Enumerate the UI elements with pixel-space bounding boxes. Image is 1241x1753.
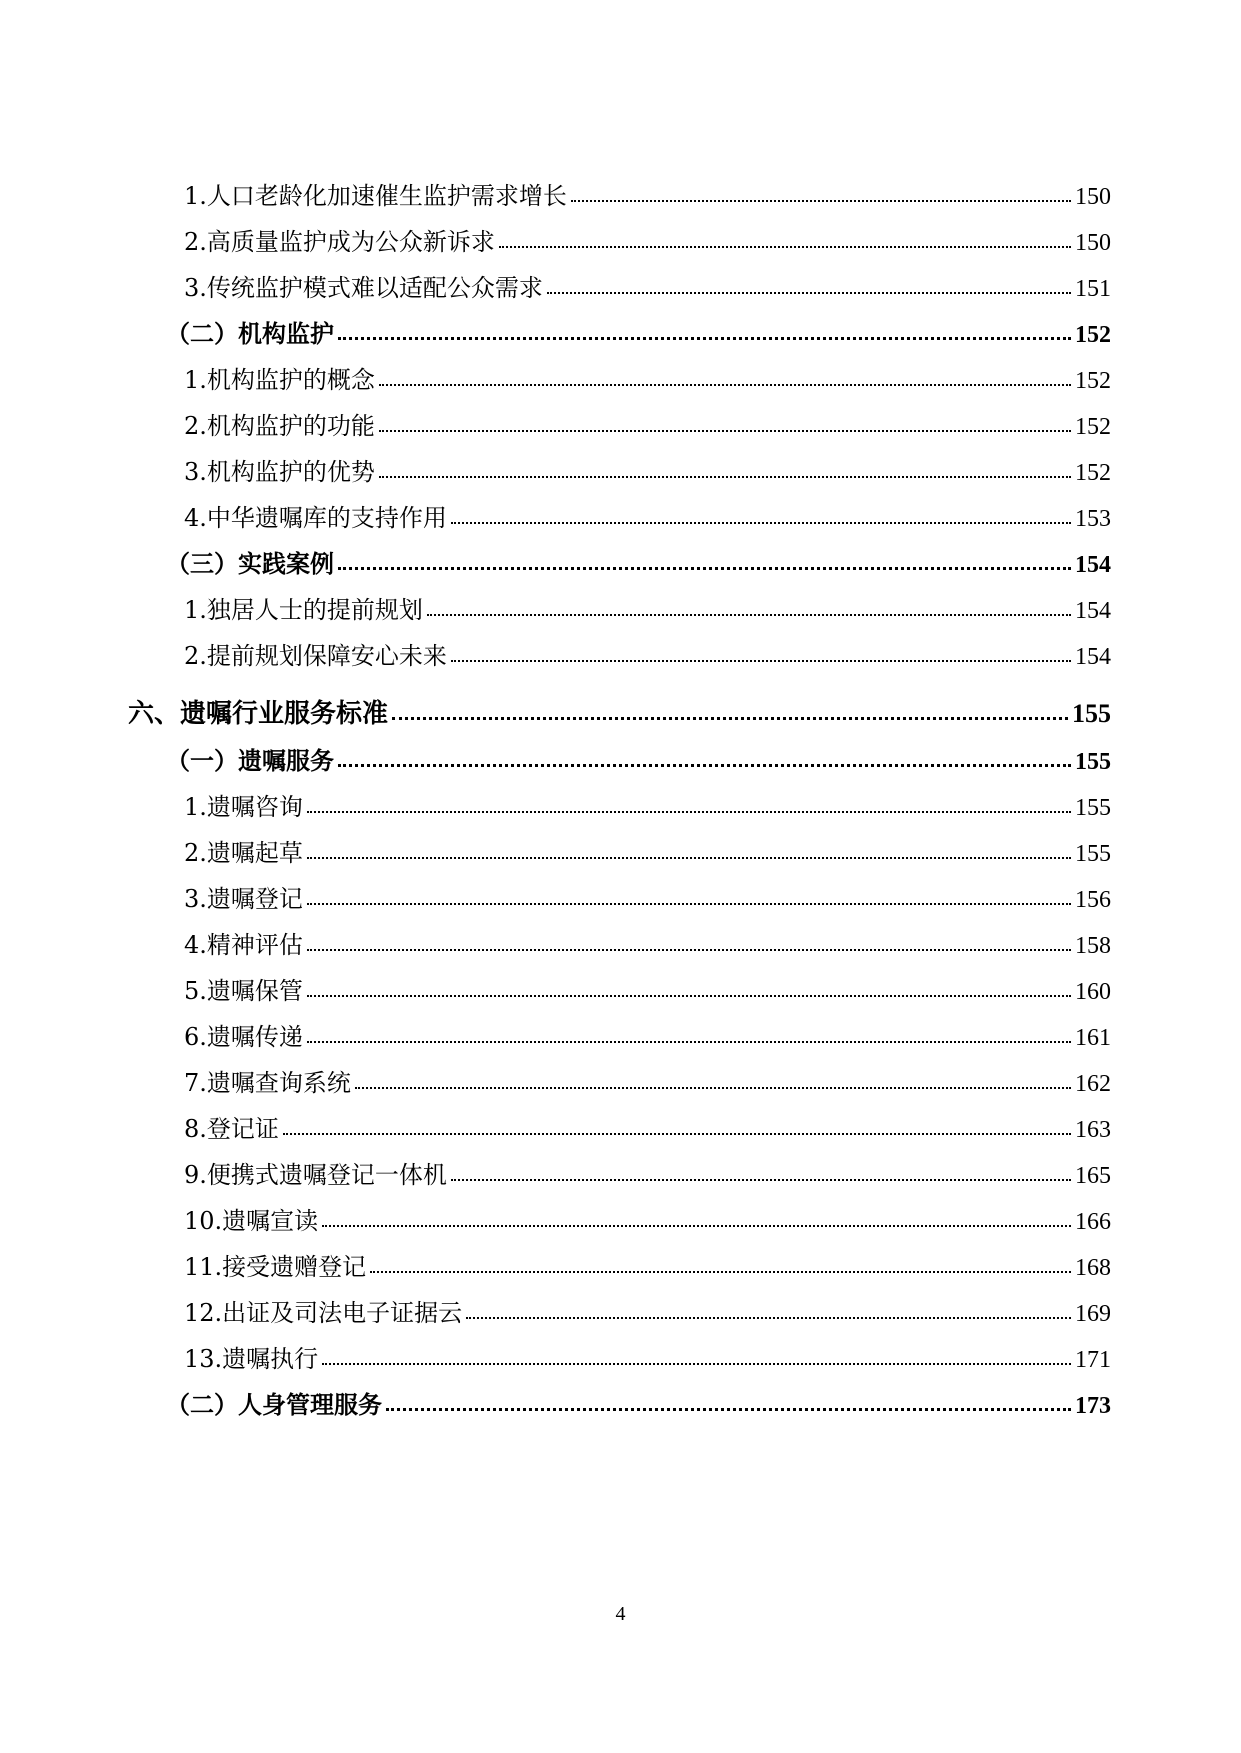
toc-entry-page: 162 <box>1075 1071 1111 1097</box>
toc-entry-title: 9.便携式遗嘱登记一体机 <box>184 1161 447 1189</box>
dot-leader <box>379 475 1071 478</box>
dot-leader <box>392 716 1068 720</box>
dot-leader <box>307 810 1071 813</box>
toc-entry-title: （二）人身管理服务 <box>166 1390 382 1419</box>
toc-entry[interactable] <box>184 1111 1111 1147</box>
dot-leader <box>427 613 1071 616</box>
toc-entry-page: 154 <box>1075 552 1111 578</box>
toc-entry-page: 151 <box>1075 276 1111 302</box>
dot-leader <box>307 1040 1071 1043</box>
toc-entry-page: 152 <box>1075 368 1111 394</box>
toc-entry[interactable] <box>184 1065 1111 1101</box>
toc-entry-page: 154 <box>1075 598 1111 624</box>
toc-entry[interactable] <box>184 1203 1111 1239</box>
toc-entry-title: （三）实践案例 <box>166 549 334 578</box>
toc-entry-page: 173 <box>1075 1393 1111 1419</box>
toc-entry-title: 4.中华遗嘱库的支持作用 <box>184 504 447 532</box>
toc-entry-page: 168 <box>1075 1255 1111 1281</box>
toc-entry-title: 3.机构监护的优势 <box>184 458 375 486</box>
toc-entry[interactable] <box>184 973 1111 1009</box>
toc-section-entry[interactable] <box>166 1387 1111 1423</box>
toc-entry-page: 153 <box>1075 506 1111 532</box>
toc-entry-page: 156 <box>1075 887 1111 913</box>
toc-entry-page: 155 <box>1075 749 1111 775</box>
toc-entry-page: 152 <box>1075 322 1111 348</box>
toc-entry-title: 6.遗嘱传递 <box>184 1023 303 1051</box>
dot-leader <box>307 994 1071 997</box>
toc-entry-title: 1.人口老龄化加速催生监护需求增长 <box>184 182 567 210</box>
toc-entry[interactable] <box>184 178 1111 214</box>
dot-leader <box>322 1224 1071 1227</box>
toc-entry-title: 2.提前规划保障安心未来 <box>184 642 447 670</box>
dot-leader <box>547 291 1071 294</box>
toc-entry-title: 13.遗嘱执行 <box>184 1345 319 1373</box>
dot-leader <box>338 566 1071 570</box>
toc-entry-title: （二）机构监护 <box>166 319 334 348</box>
toc-entry[interactable] <box>184 789 1111 825</box>
toc-entry[interactable] <box>184 270 1111 306</box>
toc-entry[interactable] <box>184 1341 1111 1377</box>
toc-entry[interactable] <box>184 408 1111 444</box>
toc-section-entry[interactable] <box>166 316 1111 352</box>
dot-leader <box>338 763 1071 767</box>
toc-entry-title: 12.出证及司法电子证据云 <box>184 1299 463 1327</box>
toc-entry-page: 155 <box>1075 841 1111 867</box>
toc-entry-title: 2.遗嘱起草 <box>184 839 303 867</box>
toc-entry-page: 152 <box>1075 414 1111 440</box>
toc-entry-title: 4.精神评估 <box>184 931 303 959</box>
dot-leader <box>379 383 1071 386</box>
toc-entry-page: 155 <box>1075 795 1111 821</box>
toc-entry-page: 150 <box>1075 184 1111 210</box>
dot-leader <box>379 429 1071 432</box>
dot-leader <box>307 902 1071 905</box>
toc-chapter-entry[interactable] <box>128 696 1111 732</box>
toc-entry-page: 161 <box>1075 1025 1111 1051</box>
toc-entry-page: 163 <box>1075 1117 1111 1143</box>
toc-entry-title: 10.遗嘱宣读 <box>184 1207 319 1235</box>
toc-entry-page: 166 <box>1075 1209 1111 1235</box>
toc-entry-title: （一）遗嘱服务 <box>166 746 334 775</box>
dot-leader <box>451 659 1071 662</box>
toc-entry-title: 3.传统监护模式难以适配公众需求 <box>184 274 543 302</box>
toc-entry-page: 165 <box>1075 1163 1111 1189</box>
dot-leader <box>451 1178 1071 1181</box>
page-number: 4 <box>615 1603 626 1625</box>
toc-entry-title: 2.高质量监护成为公众新诉求 <box>184 228 495 256</box>
toc-entry[interactable] <box>184 1249 1111 1285</box>
dot-leader <box>499 245 1071 248</box>
toc-section-entry[interactable] <box>166 743 1111 779</box>
dot-leader <box>322 1362 1071 1365</box>
toc-entry-page: 155 <box>1072 699 1111 728</box>
toc-entry-page: 152 <box>1075 460 1111 486</box>
dot-leader <box>466 1316 1071 1319</box>
toc-entry-title: 8.登记证 <box>184 1115 279 1143</box>
toc-entry-title: 11.接受遗赠登记 <box>184 1253 367 1281</box>
toc-entry[interactable] <box>184 1157 1111 1193</box>
toc-entry[interactable] <box>184 362 1111 398</box>
toc-entry-title: 六、遗嘱行业服务标准 <box>128 699 389 729</box>
toc-entry-page: 154 <box>1075 644 1111 670</box>
dot-leader <box>370 1270 1071 1273</box>
dot-leader <box>571 199 1071 202</box>
toc-entry-title: 2.机构监护的功能 <box>184 412 375 440</box>
toc-entry-title: 7.遗嘱查询系统 <box>184 1069 351 1097</box>
toc-entry[interactable] <box>184 224 1111 260</box>
dot-leader <box>355 1086 1071 1089</box>
dot-leader <box>386 1407 1071 1411</box>
toc-entry[interactable] <box>184 881 1111 917</box>
toc-entry-page: 171 <box>1075 1347 1111 1373</box>
toc-entry-page: 169 <box>1075 1301 1111 1327</box>
toc-entry[interactable] <box>184 1295 1111 1331</box>
dot-leader <box>338 336 1071 340</box>
toc-entry-title: 5.遗嘱保管 <box>184 977 303 1005</box>
toc-entry[interactable] <box>184 835 1111 871</box>
toc-entry-title: 1.机构监护的概念 <box>184 366 375 394</box>
toc-entry[interactable] <box>184 592 1111 628</box>
dot-leader <box>451 521 1071 524</box>
toc-entry[interactable] <box>184 500 1111 536</box>
dot-leader <box>283 1132 1071 1135</box>
toc-entry[interactable] <box>184 927 1111 963</box>
toc-entry-page: 158 <box>1075 933 1111 959</box>
toc-entry-title: 1.独居人士的提前规划 <box>184 596 423 624</box>
dot-leader <box>307 856 1071 859</box>
toc-entry-title: 3.遗嘱登记 <box>184 885 303 913</box>
toc-entry[interactable] <box>184 1019 1111 1055</box>
dot-leader <box>307 948 1071 951</box>
toc-entry[interactable] <box>184 454 1111 490</box>
toc-entry-page: 150 <box>1075 230 1111 256</box>
toc-section-entry[interactable] <box>166 546 1111 582</box>
toc-entry-title: 1.遗嘱咨询 <box>184 793 303 821</box>
toc-entry[interactable] <box>184 638 1111 674</box>
toc-entry-page: 160 <box>1075 979 1111 1005</box>
